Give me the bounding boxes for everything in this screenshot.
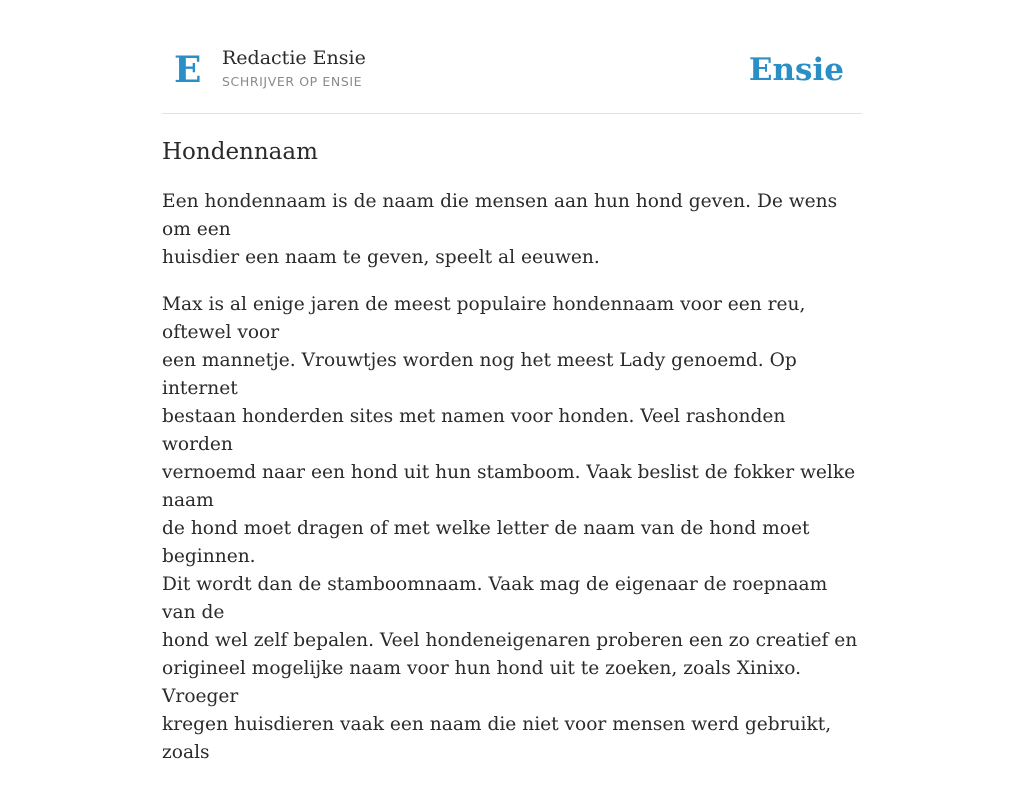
article-paragraph: Een hondennaam is de naam die mensen aan hun hond geven. De wens om een huisdier een naam te geven, speelt al eeuwen. [162, 191, 838, 268]
author-name[interactable]: Redactie Ensie [222, 47, 366, 69]
author-role: SCHRIJVER OP ENSIE [222, 74, 363, 89]
article-paragraph: Max is al enige jaren de meest populaire hondennaam voor een reu, oftewel voor een mannetje. Vrouwtjes worden nog het meest Lady genoemd. Op internet bestaan honderden sites met namen voor honden. Veel rashonden worden vernoemd naar een hond uit hun stamboom. Vaak beslist de fokker welke naam de hond moet dragen of met welke letter de naam van de hond moet beginnen. Dit wordt dan de stamboomnaam. Vaak mag de eigenaar de roepnaam van de hond wel zelf bepalen. Veel hondeneigenaren proberen een zo creatief en origineel mogelijke naam voor hun hond uit te zoeken, zoals Xinixo. Vroeger kregen huisdieren vaak een naam die niet voor mensen werd gebruikt, zoals [162, 294, 858, 763]
article-title: Hondennaam [162, 139, 318, 165]
article-content [162, 136, 862, 786]
author-avatar-logo[interactable]: E [174, 49, 202, 91]
article-header [162, 0, 862, 114]
ensie-brand-logo[interactable]: Ensie [748, 52, 844, 88]
